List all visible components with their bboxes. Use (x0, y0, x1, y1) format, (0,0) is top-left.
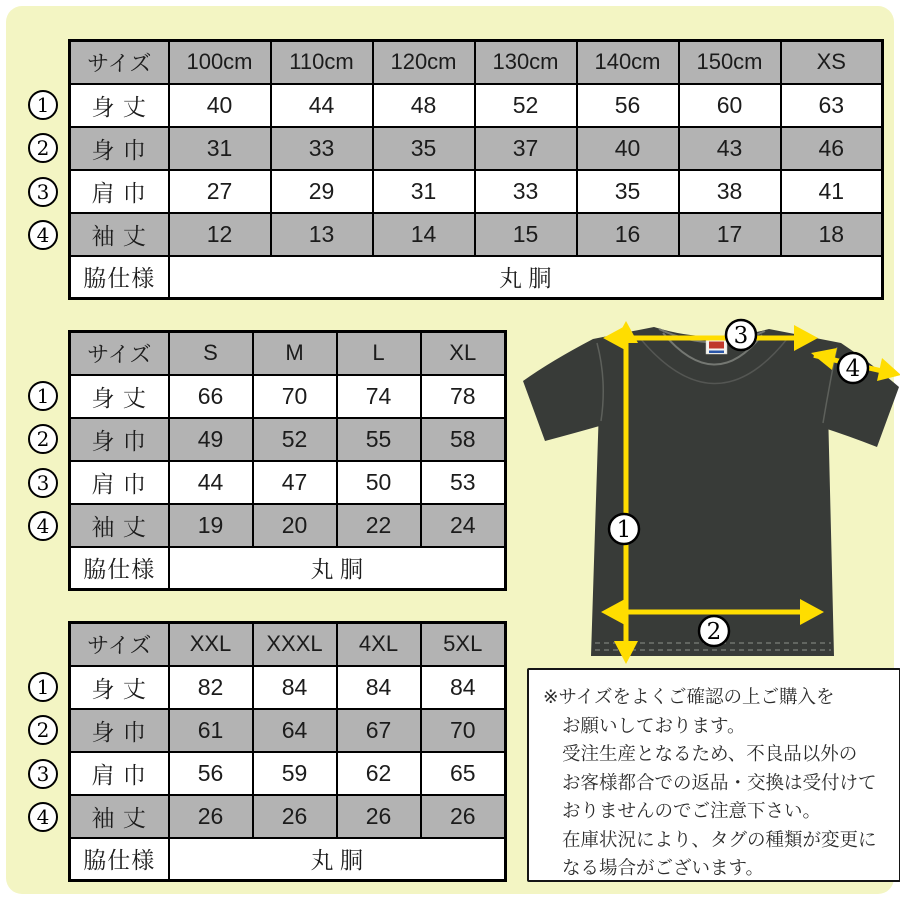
size-column-header: 5XL (421, 623, 506, 666)
size-column-header: 120cm (373, 41, 475, 84)
size-value: 70 (253, 375, 337, 418)
size-column-header: XXL (169, 623, 253, 666)
size-column-header: M (253, 332, 337, 375)
table-row (70, 666, 506, 709)
size-value: 38 (679, 170, 781, 213)
diagram-marker-2 (699, 616, 729, 646)
size-value: 33 (475, 170, 577, 213)
size-value: 84 (253, 666, 337, 709)
side-spec-value: 丸 胴 (169, 256, 883, 299)
table-row (70, 170, 883, 213)
size-column-header: 110cm (271, 41, 373, 84)
size-column-header: 140cm (577, 41, 679, 84)
svg-text:1: 1 (616, 517, 632, 543)
size-value: 17 (679, 213, 781, 256)
notice-line: ※サイズをよくご確認の上ご購入を (543, 686, 835, 707)
row-marker: 4 (28, 511, 58, 541)
diagram-marker-1 (609, 514, 639, 544)
size-column-header: XS (781, 41, 883, 84)
size-value: 13 (271, 213, 373, 256)
side-spec-value: 丸 胴 (169, 547, 506, 590)
measure-label: 肩 巾 (70, 752, 169, 795)
size-value: 27 (169, 170, 271, 213)
measure-label: 肩 巾 (70, 170, 169, 213)
size-value: 12 (169, 213, 271, 256)
size-value: 14 (373, 213, 475, 256)
row-marker: 3 (28, 468, 58, 498)
size-value: 40 (169, 84, 271, 127)
size-column-header: 100cm (169, 41, 271, 84)
size-value: 50 (337, 461, 421, 504)
size-value: 40 (577, 127, 679, 170)
row-marker: 1 (28, 672, 58, 702)
size-column-header: XXXL (253, 623, 337, 666)
size-value: 24 (421, 504, 506, 547)
size-value: 84 (421, 666, 506, 709)
brand-tag-icon (706, 339, 727, 354)
size-value: 15 (475, 213, 577, 256)
row-marker: 1 (28, 381, 58, 411)
row-marker: 2 (28, 424, 58, 454)
diagram-marker-3 (726, 320, 756, 350)
diagram-marker-4 (838, 353, 868, 383)
measure-label: 身 丈 (70, 375, 169, 418)
measure-label: 身 丈 (70, 84, 169, 127)
size-value: 62 (337, 752, 421, 795)
size-value: 49 (169, 418, 253, 461)
size-value: 82 (169, 666, 253, 709)
measure-label: 身 巾 (70, 709, 169, 752)
size-value: 48 (373, 84, 475, 127)
row-marker: 3 (28, 759, 58, 789)
notice-line: 在庫状況により、タグの種類が変更に (562, 828, 877, 850)
size-column-header: XL (421, 332, 506, 375)
table-row (70, 461, 506, 504)
side-spec-value: 丸 胴 (169, 838, 506, 881)
notice-line: 受注生産となるため、不良品以外の (562, 743, 858, 764)
purchase-notice-box (527, 668, 900, 882)
table-row (70, 84, 883, 127)
size-value: 19 (169, 504, 253, 547)
size-table-kids-block (36, 39, 881, 299)
measure-label: 身 巾 (70, 418, 169, 461)
size-value: 35 (373, 127, 475, 170)
measure-label: 袖 丈 (70, 213, 169, 256)
size-value: 43 (679, 127, 781, 170)
size-value: 63 (781, 84, 883, 127)
size-value: 46 (781, 127, 883, 170)
measure-label: 袖 丈 (70, 795, 169, 838)
size-value: 56 (169, 752, 253, 795)
size-value: 58 (421, 418, 506, 461)
size-value: 18 (781, 213, 883, 256)
size-column-header: 150cm (679, 41, 781, 84)
size-value: 60 (679, 84, 781, 127)
size-column-header: サイズ (70, 623, 169, 666)
size-value: 26 (337, 795, 421, 838)
size-value: 33 (271, 127, 373, 170)
size-value: 74 (337, 375, 421, 418)
notice-line: お客様都合での返品・交換は受付けて (562, 771, 877, 793)
measure-label: 身 丈 (70, 666, 169, 709)
table-row (70, 375, 506, 418)
table-row (70, 418, 506, 461)
size-value: 26 (421, 795, 506, 838)
size-column-header: サイズ (70, 332, 169, 375)
size-value: 55 (337, 418, 421, 461)
row-marker: 4 (28, 802, 58, 832)
svg-text:3: 3 (733, 323, 749, 349)
size-value: 78 (421, 375, 506, 418)
size-value: 61 (169, 709, 253, 752)
side-spec-label: 脇仕様 (70, 838, 169, 881)
size-value: 16 (577, 213, 679, 256)
table-row (70, 213, 883, 256)
size-value: 35 (577, 170, 679, 213)
row-marker: 2 (28, 715, 58, 745)
size-value: 67 (337, 709, 421, 752)
size-value: 84 (337, 666, 421, 709)
size-table (68, 39, 884, 300)
table-row (70, 127, 883, 170)
svg-text:2: 2 (706, 619, 722, 645)
size-table (68, 330, 507, 591)
size-value: 59 (253, 752, 337, 795)
row-marker: 1 (28, 90, 58, 120)
measure-label: 身 巾 (70, 127, 169, 170)
size-value: 44 (169, 461, 253, 504)
size-value: 56 (577, 84, 679, 127)
chart-background (6, 6, 894, 894)
size-value: 44 (271, 84, 373, 127)
size-value: 52 (253, 418, 337, 461)
table-row (70, 795, 506, 838)
size-value: 64 (253, 709, 337, 752)
row-marker: 2 (28, 133, 58, 163)
notice-line: おりませんのでご注意下さい。 (562, 800, 822, 821)
notice-line: お願いしております。 (562, 714, 746, 736)
notice-lines (543, 683, 889, 883)
side-spec-label: 脇仕様 (70, 256, 169, 299)
size-table-adult-block (36, 330, 504, 590)
row-marker: 3 (28, 177, 58, 207)
svg-text:4: 4 (845, 356, 861, 382)
size-value: 31 (373, 170, 475, 213)
size-value: 41 (781, 170, 883, 213)
size-column-header: L (337, 332, 421, 375)
notice-line: なる場合がございます。 (562, 857, 765, 878)
size-value: 29 (271, 170, 373, 213)
size-value: 26 (253, 795, 337, 838)
size-value: 22 (337, 504, 421, 547)
size-value: 53 (421, 461, 506, 504)
table-row (70, 709, 506, 752)
size-value: 52 (475, 84, 577, 127)
measure-label: 肩 巾 (70, 461, 169, 504)
row-marker: 4 (28, 220, 58, 250)
size-value: 26 (169, 795, 253, 838)
size-value: 65 (421, 752, 506, 795)
size-column-header: 4XL (337, 623, 421, 666)
size-column-header: S (169, 332, 253, 375)
table-row (70, 752, 506, 795)
size-value: 37 (475, 127, 577, 170)
size-column-header: 130cm (475, 41, 577, 84)
size-table-big-block (36, 621, 504, 881)
measure-label: 袖 丈 (70, 504, 169, 547)
size-value: 70 (421, 709, 506, 752)
tshirt-measure-diagram (511, 309, 900, 669)
side-spec-label: 脇仕様 (70, 547, 169, 590)
size-column-header: サイズ (70, 41, 169, 84)
size-value: 47 (253, 461, 337, 504)
size-value: 20 (253, 504, 337, 547)
size-value: 31 (169, 127, 271, 170)
table-row (70, 504, 506, 547)
size-table (68, 621, 507, 882)
size-value: 66 (169, 375, 253, 418)
